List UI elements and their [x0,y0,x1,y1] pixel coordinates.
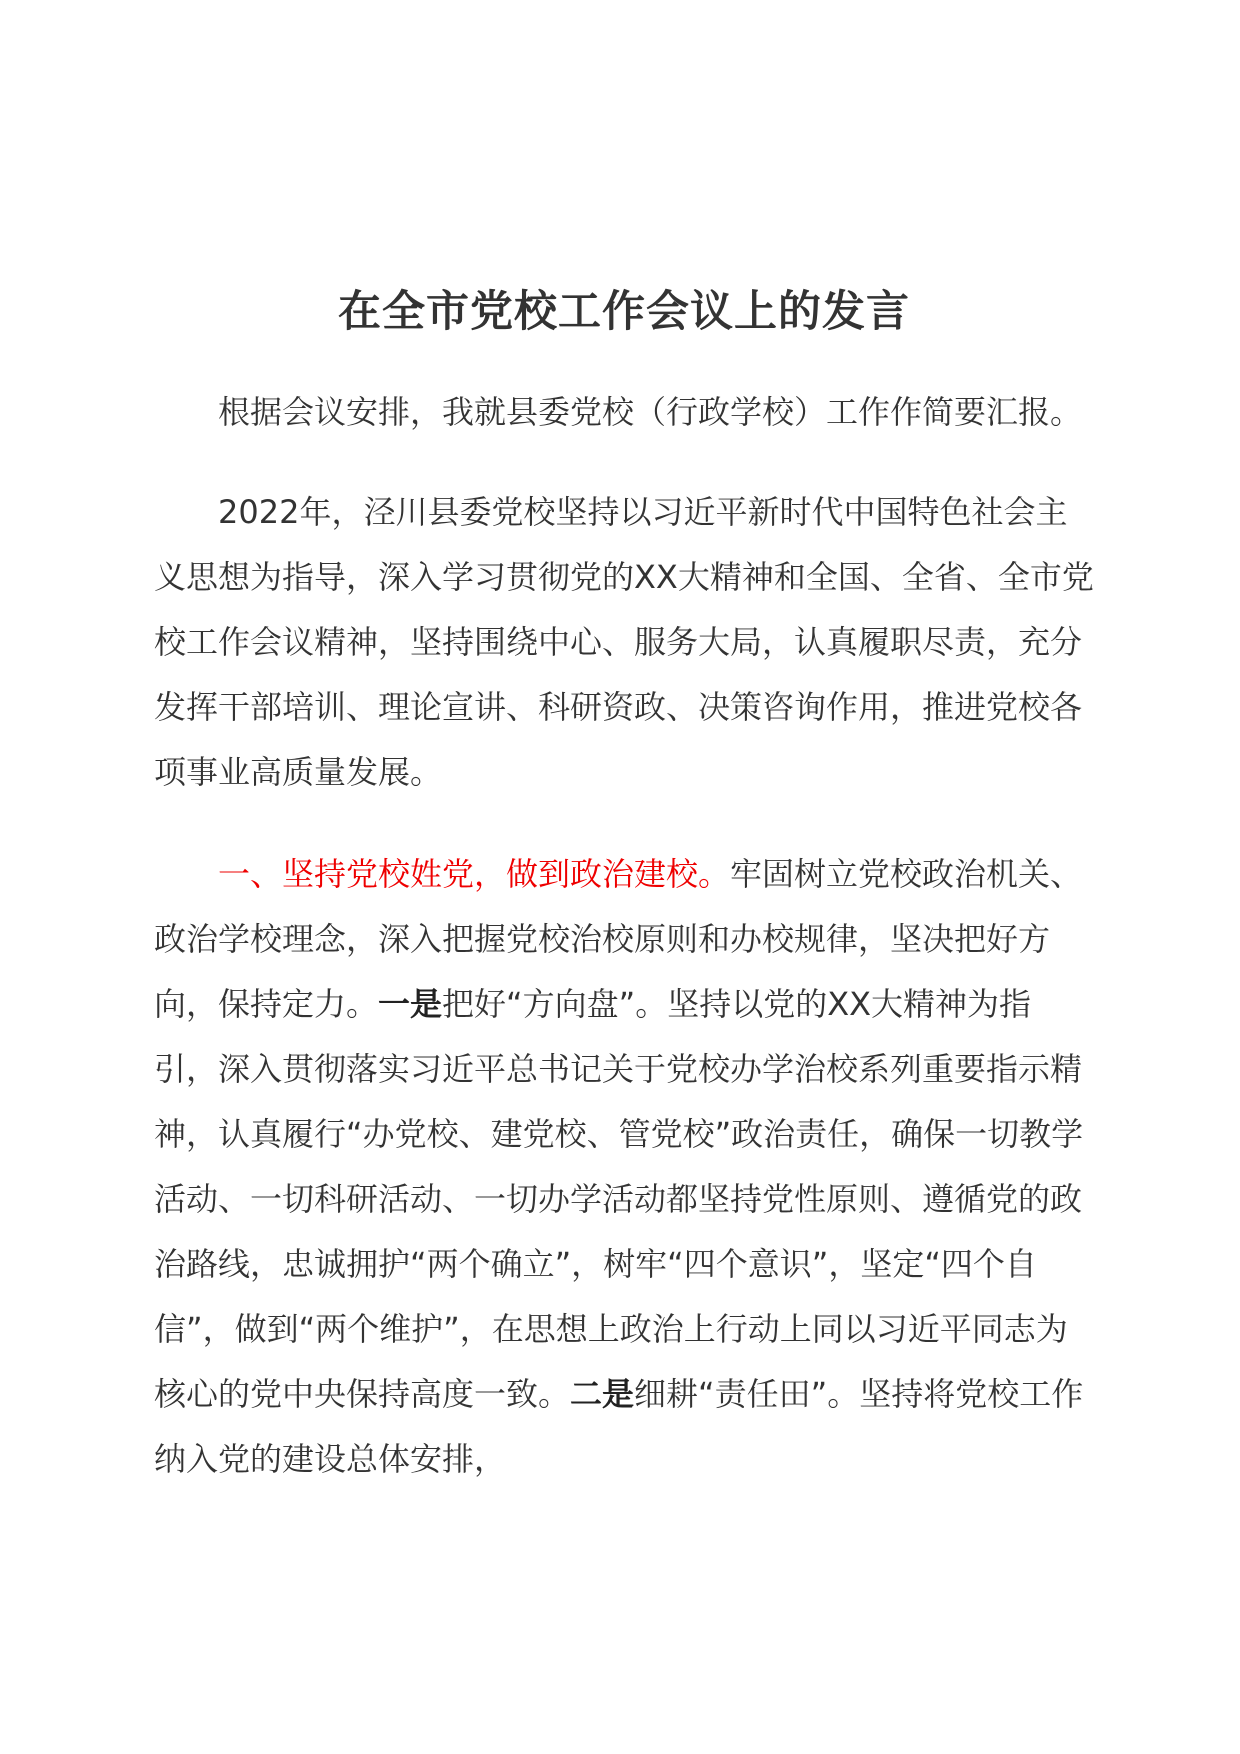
point-two-label: 二是 [570,1375,635,1413]
point-one-text: 把好“方向盘”。坚持以党的XX大精神为指引，深入贯彻落实习近平总书记关于党校办学治校系列重要指示精神，认真履行“办党校、建党校、管党校”政治责任，确保一切教学活动、一切科研活动、一切办学活动都坚持党性原则、遵循党的政治路线，忠诚拥护“两个确立”，树牢“四个意识”，坚定“四个自信”，做到“两个维护”，在思想上政治上行动上同以习近平同志为核心的党中央保持高度一致。 [154,985,1084,1413]
document-title: 在全市党校工作会议上的发言 [338,287,910,337]
section-one-paragraph [154,842,1094,1492]
section-one-intro: 牢固树立党校政治机关、政治学校理念，深入把握党校治校原则和办校规律，坚决把好方向，保持定力。 [154,855,1083,1023]
summary-paragraph: 2022年，泾川县委党校坚持以习近平新时代中国特色社会主义思想为指导，深入学习贯彻党的XX大精神和全国、全省、全市党校工作会议精神，坚持围绕中心、服务大局，认真履职尽责，充分发挥干部培训、理论宣讲、科研资政、决策咨询作用，推进党校各项事业高质量发展。 [154,493,1094,791]
point-two-text: 细耕“责任田”。坚持将党校工作纳入党的建设总体安排， [154,1375,1084,1478]
point-one-label: 一是 [378,985,443,1023]
intro-paragraph: 根据会议安排，我就县委党校（行政学校）工作作简要汇报。 [218,393,1083,431]
section-one-heading: 一、坚持党校姓党，做到政治建校。 [218,855,731,893]
